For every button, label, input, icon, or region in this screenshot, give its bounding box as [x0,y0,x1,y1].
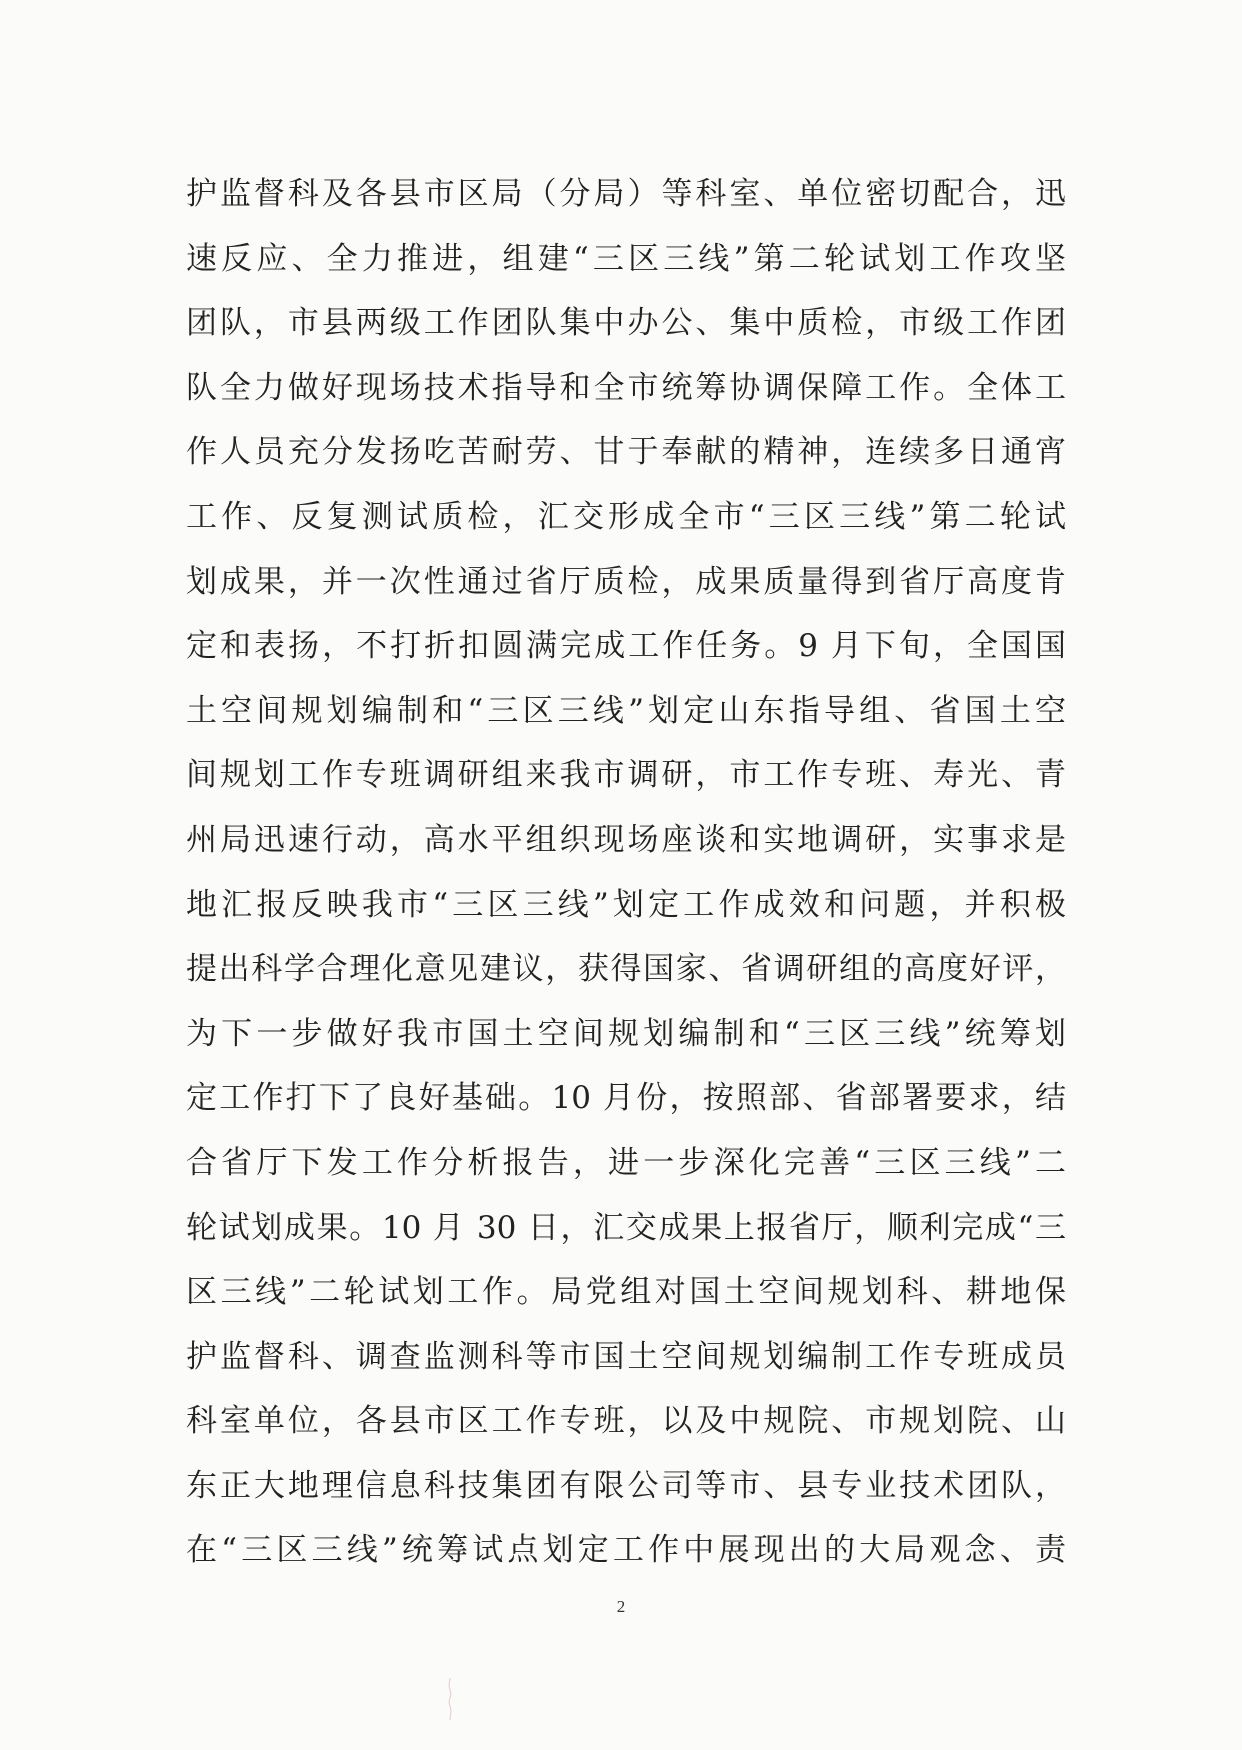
text-line: 护监督科、调查监测科等市国土空间规划编制工作专班成员 [186,1338,1066,1375]
text-line: 作人员充分发扬吃苦耐劳、甘于奉献的精神，连续多日通宵 [186,434,1066,471]
text-line: 划成果，并一次性通过省厅质检，成果质量得到省厅高度肯 [186,563,1066,600]
text-line: 土空间规划编制和“三区三线”划定山东指导组、省国土空 [186,692,1066,729]
text-line: 合省厅下发工作分析报告，进一步深化完善“三区三线”二 [186,1144,1066,1181]
text-line: 轮试划成果。10 月 30 日，汇交成果上报省厅，顺利完成“三 [186,1209,1066,1246]
text-line: 护监督科及各县市区局（分局）等科室、单位密切配合，迅 [186,176,1066,212]
text-line: 地汇报反映我市“三区三线”划定工作成效和问题，并积极 [186,886,1066,923]
text-line: 队全力做好现场技术指导和全市统筹协调保障工作。全体工 [186,369,1066,406]
text-line: 为下一步做好我市国土空间规划编制和“三区三线”统筹划 [186,1015,1066,1052]
text-line: 间规划工作专班调研组来我市调研，市工作专班、寿光、青 [186,757,1066,794]
text-line: 区三线”二轮试划工作。局党组对国土空间规划科、耕地保 [186,1274,1066,1311]
page-number: 2 [616,1597,626,1616]
body-text [186,162,1066,1583]
text-line: 州局迅速行动，高水平组织现场座谈和实地调研，实事求是 [186,821,1066,858]
text-line: 定工作打下了良好基础。10 月份，按照部、省部署要求，结 [186,1080,1066,1117]
text-line: 提出科学合理化意见建议，获得国家、省调研组的高度好评， [186,951,1066,988]
text-line: 科室单位，各县市区工作专班，以及中规院、市规划院、山 [186,1403,1066,1440]
scan-artifact-mark [446,1676,454,1722]
text-line: 东正大地理信息科技集团有限公司等市、县专业技术团队， [186,1467,1066,1504]
text-line: 定和表扬，不打折扣圆满完成工作任务。9 月下旬，全国国 [186,628,1066,665]
text-line: 工作、反复测试质检，汇交形成全市“三区三线”第二轮试 [186,498,1066,535]
text-line: 在“三区三线”统筹试点划定工作中展现出的大局观念、责 [186,1532,1066,1569]
text-line: 速反应、全力推进，组建“三区三线”第二轮试划工作攻坚 [186,240,1066,277]
text-line: 团队，市县两级工作团队集中办公、集中质检，市级工作团 [186,305,1066,342]
